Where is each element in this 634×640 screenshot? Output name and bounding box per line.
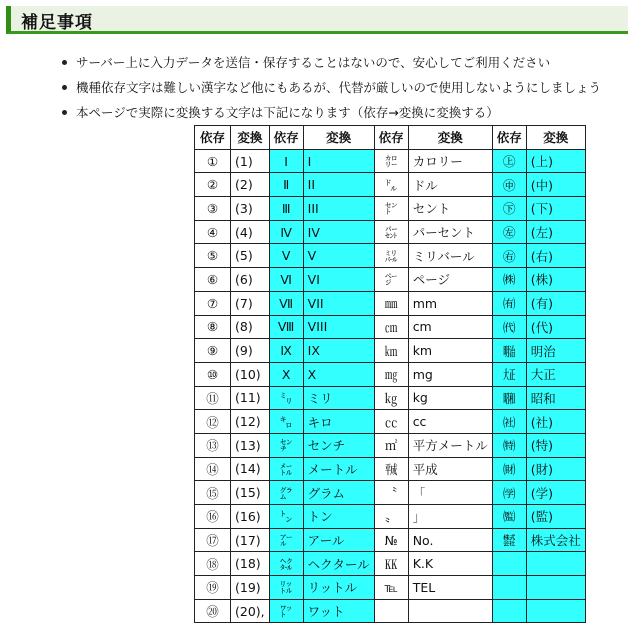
source-char-cell: ㍼: [492, 386, 526, 410]
converted-text-cell: カロリー: [408, 149, 492, 173]
source-char-cell: ⑳: [195, 599, 231, 623]
converted-text-cell: (5): [231, 244, 270, 268]
table-row: [195, 197, 586, 221]
converted-text-cell: [408, 599, 492, 623]
header-source: 依存: [195, 126, 231, 150]
source-char-cell: ㍗: [269, 599, 303, 623]
converted-text-cell: (19): [231, 576, 270, 600]
converted-text-cell: VI: [303, 268, 374, 292]
source-char-cell: ③: [195, 197, 231, 221]
converted-text-cell: 大正: [526, 362, 585, 386]
table-row: [195, 505, 586, 529]
converted-text-cell: (下): [526, 197, 585, 221]
converted-text-cell: [526, 552, 585, 576]
converted-text-cell: ワット: [303, 599, 374, 623]
source-char-cell: ⑥: [195, 268, 231, 292]
table-row: [195, 599, 586, 623]
source-char-cell: ⑲: [195, 576, 231, 600]
source-char-cell: ⑩: [195, 362, 231, 386]
header-converted: 変換: [408, 126, 492, 150]
converted-text-cell: cc: [408, 410, 492, 434]
converted-text-cell: (15): [231, 481, 270, 505]
source-char-cell: ㈵: [492, 433, 526, 457]
source-char-cell: ⑰: [195, 528, 231, 552]
source-char-cell: ㍊: [374, 244, 408, 268]
converted-text-cell: TEL: [408, 576, 492, 600]
source-char-cell: ㌶: [269, 552, 303, 576]
bullet-icon: [62, 110, 67, 115]
converted-text-cell: V: [303, 244, 374, 268]
converted-text-cell: 「: [408, 481, 492, 505]
converted-text-cell: (上): [526, 149, 585, 173]
header-converted: 変換: [231, 126, 270, 150]
note-item: [60, 75, 630, 100]
source-char-cell: Ⅹ: [269, 362, 303, 386]
bullet-icon: [62, 60, 67, 65]
source-char-cell: ㍑: [269, 576, 303, 600]
table-row: [195, 528, 586, 552]
converted-text-cell: (10): [231, 362, 270, 386]
source-char-cell: ⑪: [195, 386, 231, 410]
converted-text-cell: (1): [231, 149, 270, 173]
converted-text-cell: 明治: [526, 339, 585, 363]
source-char-cell: [492, 552, 526, 576]
source-char-cell: ㎏: [374, 386, 408, 410]
converted-text-cell: (14): [231, 457, 270, 481]
converted-text-cell: (中): [526, 173, 585, 197]
source-char-cell: Ⅷ: [269, 315, 303, 339]
header-source: 依存: [492, 126, 526, 150]
converted-text-cell: (13): [231, 433, 270, 457]
converted-text-cell: cm: [408, 315, 492, 339]
converted-text-cell: (11): [231, 386, 270, 410]
converted-text-cell: 平成: [408, 457, 492, 481]
source-char-cell: ㌧: [269, 505, 303, 529]
source-char-cell: ⑤: [195, 244, 231, 268]
converted-text-cell: (17): [231, 528, 270, 552]
note-text: 本ページで実際に変換する文字は下記になります（依存→変換に変換する）: [76, 105, 499, 120]
converted-text-cell: [526, 599, 585, 623]
header-source: 依存: [269, 126, 303, 150]
source-char-cell: ㌍: [374, 149, 408, 173]
table-body: [195, 149, 586, 623]
table-row: [195, 244, 586, 268]
table-row: [195, 457, 586, 481]
table-row: [195, 339, 586, 363]
source-char-cell: ㍍: [269, 457, 303, 481]
source-char-cell: [374, 599, 408, 623]
source-char-cell: ⑧: [195, 315, 231, 339]
table-row: [195, 386, 586, 410]
converted-text-cell: アール: [303, 528, 374, 552]
source-char-cell: ⑨: [195, 339, 231, 363]
converted-text-cell: (4): [231, 220, 270, 244]
converted-text-cell: (学): [526, 481, 585, 505]
source-char-cell: ㏄: [374, 410, 408, 434]
table-header-row: [195, 126, 586, 150]
source-char-cell: ㈼: [492, 505, 526, 529]
note-list: [60, 50, 630, 125]
table-row: [195, 362, 586, 386]
converted-text-cell: IX: [303, 339, 374, 363]
header-converted: 変換: [526, 126, 585, 150]
table-row: [195, 173, 586, 197]
converted-text-cell: キロ: [303, 410, 374, 434]
source-char-cell: Ⅵ: [269, 268, 303, 292]
converted-text-cell: (18): [231, 552, 270, 576]
source-char-cell: ㍻: [374, 457, 408, 481]
source-char-cell: ⑭: [195, 457, 231, 481]
converted-text-cell: セント: [408, 197, 492, 221]
source-char-cell: ㎞: [374, 339, 408, 363]
source-char-cell: ㈶: [492, 457, 526, 481]
converted-text-cell: (社): [526, 410, 585, 434]
converted-text-cell: 株式会社: [526, 528, 585, 552]
table-row: [195, 576, 586, 600]
converted-text-cell: ミリバール: [408, 244, 492, 268]
source-char-cell: [492, 576, 526, 600]
source-char-cell: 〟: [374, 505, 408, 529]
table-row: [195, 433, 586, 457]
converted-text-cell: (7): [231, 291, 270, 315]
source-char-cell: ㊥: [492, 173, 526, 197]
source-char-cell: ㎜: [374, 291, 408, 315]
note-item: [60, 100, 630, 125]
converted-text-cell: (監): [526, 505, 585, 529]
converted-text-cell: 平方メートル: [408, 433, 492, 457]
converted-text-cell: (特): [526, 433, 585, 457]
source-char-cell: ㈱: [492, 268, 526, 292]
converted-text-cell: ヘクタール: [303, 552, 374, 576]
source-char-cell: Ⅱ: [269, 173, 303, 197]
converted-text-cell: (12): [231, 410, 270, 434]
source-char-cell: ④: [195, 220, 231, 244]
table-row: [195, 268, 586, 292]
source-char-cell: ㍿: [492, 528, 526, 552]
converted-text-cell: (20),: [231, 599, 270, 623]
table-row: [195, 481, 586, 505]
converted-text-cell: メートル: [303, 457, 374, 481]
source-char-cell: Ⅸ: [269, 339, 303, 363]
source-char-cell: ㈹: [492, 315, 526, 339]
source-char-cell: ㈻: [492, 481, 526, 505]
converted-text-cell: mg: [408, 362, 492, 386]
bullet-icon: [62, 85, 67, 90]
converted-text-cell: (2): [231, 173, 270, 197]
converted-text-cell: (6): [231, 268, 270, 292]
converted-text-cell: (財): [526, 457, 585, 481]
converted-text-cell: 昭和: [526, 386, 585, 410]
converted-text-cell: II: [303, 173, 374, 197]
source-char-cell: ㊨: [492, 244, 526, 268]
converted-text-cell: パーセント: [408, 220, 492, 244]
converted-text-cell: III: [303, 197, 374, 221]
converted-text-cell: No.: [408, 528, 492, 552]
source-char-cell: 〝: [374, 481, 408, 505]
converted-text-cell: (左): [526, 220, 585, 244]
note-text: サーバー上に入力データを送信・保存することはないので、安心してご利用ください: [76, 55, 551, 70]
converted-text-cell: ドル: [408, 173, 492, 197]
source-char-cell: ②: [195, 173, 231, 197]
note-item: [60, 50, 630, 75]
table-row: [195, 220, 586, 244]
converted-text-cell: (9): [231, 339, 270, 363]
source-char-cell: ⑮: [195, 481, 231, 505]
converted-text-cell: ミリ: [303, 386, 374, 410]
source-char-cell: [492, 599, 526, 623]
table-row: [195, 552, 586, 576]
source-char-cell: ㍉: [269, 386, 303, 410]
source-char-cell: ⑫: [195, 410, 231, 434]
source-char-cell: Ⅳ: [269, 220, 303, 244]
source-char-cell: №: [374, 528, 408, 552]
source-char-cell: ⑬: [195, 433, 231, 457]
note-text: 機種依存文字は難しい漢字など他にもあるが、代替が厳しいので使用しないようにしましょう: [76, 80, 602, 95]
converted-text-cell: km: [408, 339, 492, 363]
converted-text-cell: [526, 576, 585, 600]
source-char-cell: ㌃: [269, 528, 303, 552]
converted-text-cell: K.K: [408, 552, 492, 576]
source-char-cell: Ⅰ: [269, 149, 303, 173]
conversion-table: [194, 125, 586, 623]
converted-text-cell: リットル: [303, 576, 374, 600]
source-char-cell: ㍽: [492, 362, 526, 386]
converted-text-cell: mm: [408, 291, 492, 315]
table-row: [195, 291, 586, 315]
source-char-cell: ⑯: [195, 505, 231, 529]
source-char-cell: ㌦: [374, 173, 408, 197]
table-row: [195, 315, 586, 339]
table-row: [195, 149, 586, 173]
source-char-cell: ㌔: [269, 410, 303, 434]
source-char-cell: Ⅲ: [269, 197, 303, 221]
source-char-cell: ㍾: [492, 339, 526, 363]
converted-text-cell: 」: [408, 505, 492, 529]
source-char-cell: ㈳: [492, 410, 526, 434]
converted-text-cell: トン: [303, 505, 374, 529]
source-char-cell: ①: [195, 149, 231, 173]
header-source: 依存: [374, 126, 408, 150]
header-converted: 変換: [303, 126, 374, 150]
source-char-cell: ㈲: [492, 291, 526, 315]
section-header: [6, 6, 628, 34]
source-char-cell: ℡: [374, 576, 408, 600]
converted-text-cell: X: [303, 362, 374, 386]
converted-text-cell: (3): [231, 197, 270, 221]
source-char-cell: ⑦: [195, 291, 231, 315]
converted-text-cell: (8): [231, 315, 270, 339]
source-char-cell: ㌢: [269, 433, 303, 457]
source-char-cell: ⑱: [195, 552, 231, 576]
converted-text-cell: (16): [231, 505, 270, 529]
source-char-cell: ㌘: [269, 481, 303, 505]
source-char-cell: ㎡: [374, 433, 408, 457]
converted-text-cell: グラム: [303, 481, 374, 505]
source-char-cell: ㊦: [492, 197, 526, 221]
source-char-cell: ㌻: [374, 268, 408, 292]
converted-text-cell: VIII: [303, 315, 374, 339]
source-char-cell: ㎝: [374, 315, 408, 339]
source-char-cell: ㊧: [492, 220, 526, 244]
converted-text-cell: ページ: [408, 268, 492, 292]
source-char-cell: Ⅶ: [269, 291, 303, 315]
converted-text-cell: kg: [408, 386, 492, 410]
source-char-cell: ㌫: [374, 220, 408, 244]
converted-text-cell: (株): [526, 268, 585, 292]
table-row: [195, 410, 586, 434]
section-title: 補足事項: [21, 13, 93, 33]
source-char-cell: ㏍: [374, 552, 408, 576]
source-char-cell: ㌣: [374, 197, 408, 221]
converted-text-cell: VII: [303, 291, 374, 315]
converted-text-cell: (代): [526, 315, 585, 339]
converted-text-cell: センチ: [303, 433, 374, 457]
converted-text-cell: I: [303, 149, 374, 173]
source-char-cell: ㊤: [492, 149, 526, 173]
source-char-cell: Ⅴ: [269, 244, 303, 268]
converted-text-cell: (右): [526, 244, 585, 268]
converted-text-cell: IV: [303, 220, 374, 244]
source-char-cell: ㎎: [374, 362, 408, 386]
converted-text-cell: (有): [526, 291, 585, 315]
